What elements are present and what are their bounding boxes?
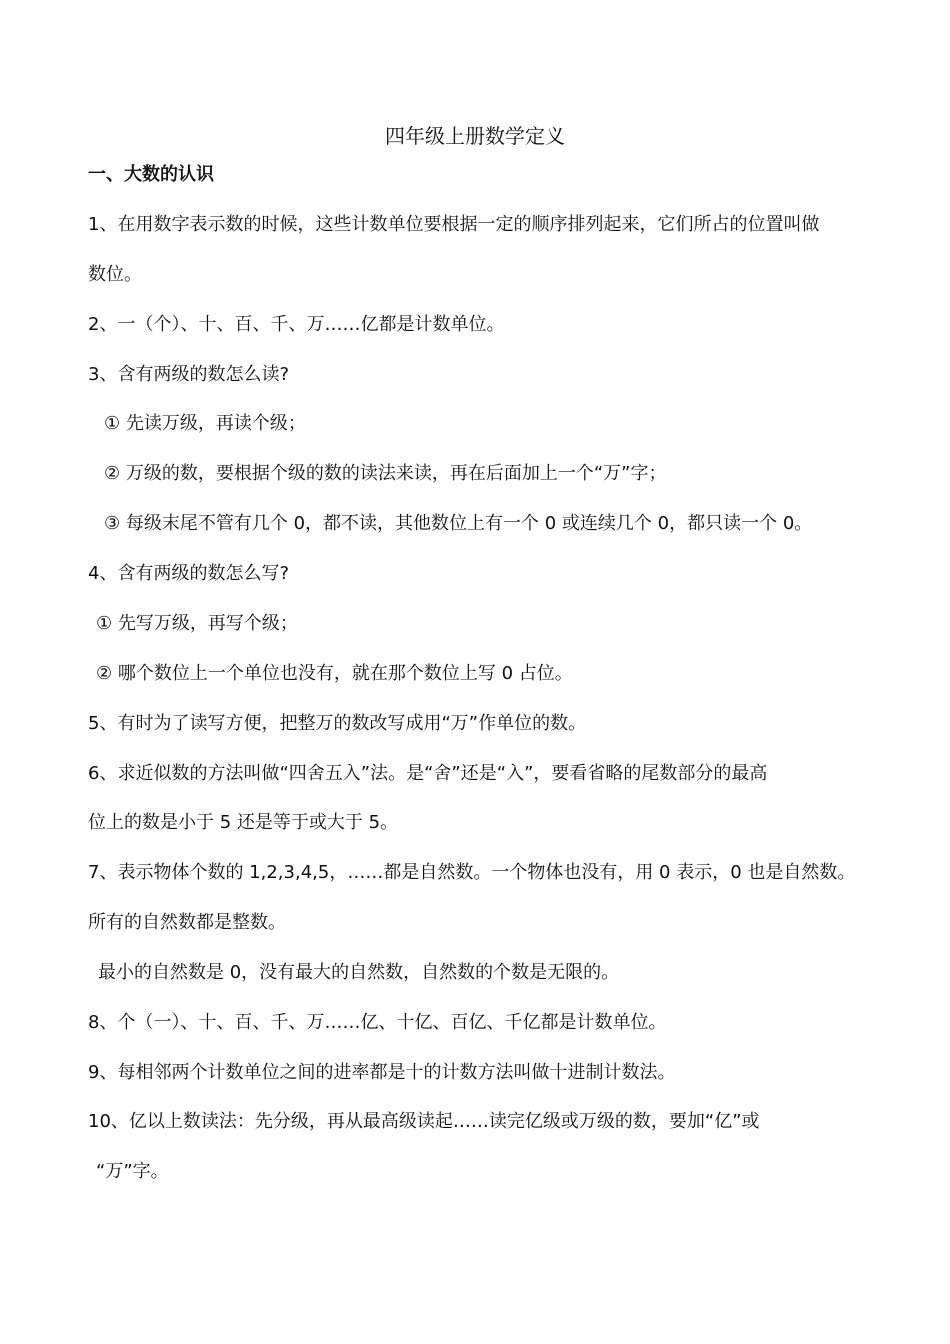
paragraph-line: 9、每相邻两个计数单位之间的进率都是十的计数方法叫做十进制计数法。 [88,1062,676,1083]
list-item: ② 哪个数位上一个单位也没有，就在那个数位上写 0 占位。 [96,663,573,684]
list-item: ① 先读万级，再读个级； [104,413,306,434]
paragraph-line: 所有的自然数都是整数。 [88,912,286,933]
paragraph-line: 2、一（个）、十、百、千、万……亿都是计数单位。 [88,314,505,335]
paragraph-line: 3、含有两级的数怎么读? [88,364,290,385]
list-item: ③ 每级末尾不管有几个 0，都不读，其他数位上有一个 0 或连续几个 0，都只读一个 0。 [104,513,813,534]
paragraph-line: 4、含有两级的数怎么写? [88,563,290,584]
paragraph-line: 8、个（一）、十、百、千、万……亿、十亿、百亿、千亿都是计数单位。 [88,1012,667,1033]
list-item: ① 先写万级，再写个级； [96,613,298,634]
section-heading: 一、大数的认识 [88,164,214,185]
paragraph-line: 最小的自然数是 0，没有最大的自然数，自然数的个数是无限的。 [98,962,620,983]
paragraph-line: 5、有时为了读写方便，把整万的数改写成用“万”作单位的数。 [88,713,587,734]
paragraph-line: “万”字。 [96,1161,169,1182]
list-item: ② 万级的数，要根据个级的数的读法来读，再在后面加上一个“万”字； [104,463,667,484]
paragraph-line: 位上的数是小于 5 还是等于或大于 5。 [88,812,399,833]
document-title: 四年级上册数学定义 [385,124,565,148]
paragraph-line: 10、亿以上数读法：先分级，再从最高级读起……读完亿级或万级的数，要加“亿”或 [88,1111,760,1132]
paragraph-line: 7、表示物体个数的 1,2,3,4,5，……都是自然数。一个物体也没有，用 0 表示，0 也是自然数。 [88,862,856,883]
paragraph-line: 6、求近似数的方法叫做“四舍五入”法。是“舍”还是“入”，要看省略的尾数部分的最高 [88,763,768,784]
paragraph-line: 1、在用数字表示数的时候，这些计数单位要根据一定的顺序排列起来，它们所占的位置叫做 [88,214,820,235]
paragraph-line: 数位。 [88,264,142,285]
